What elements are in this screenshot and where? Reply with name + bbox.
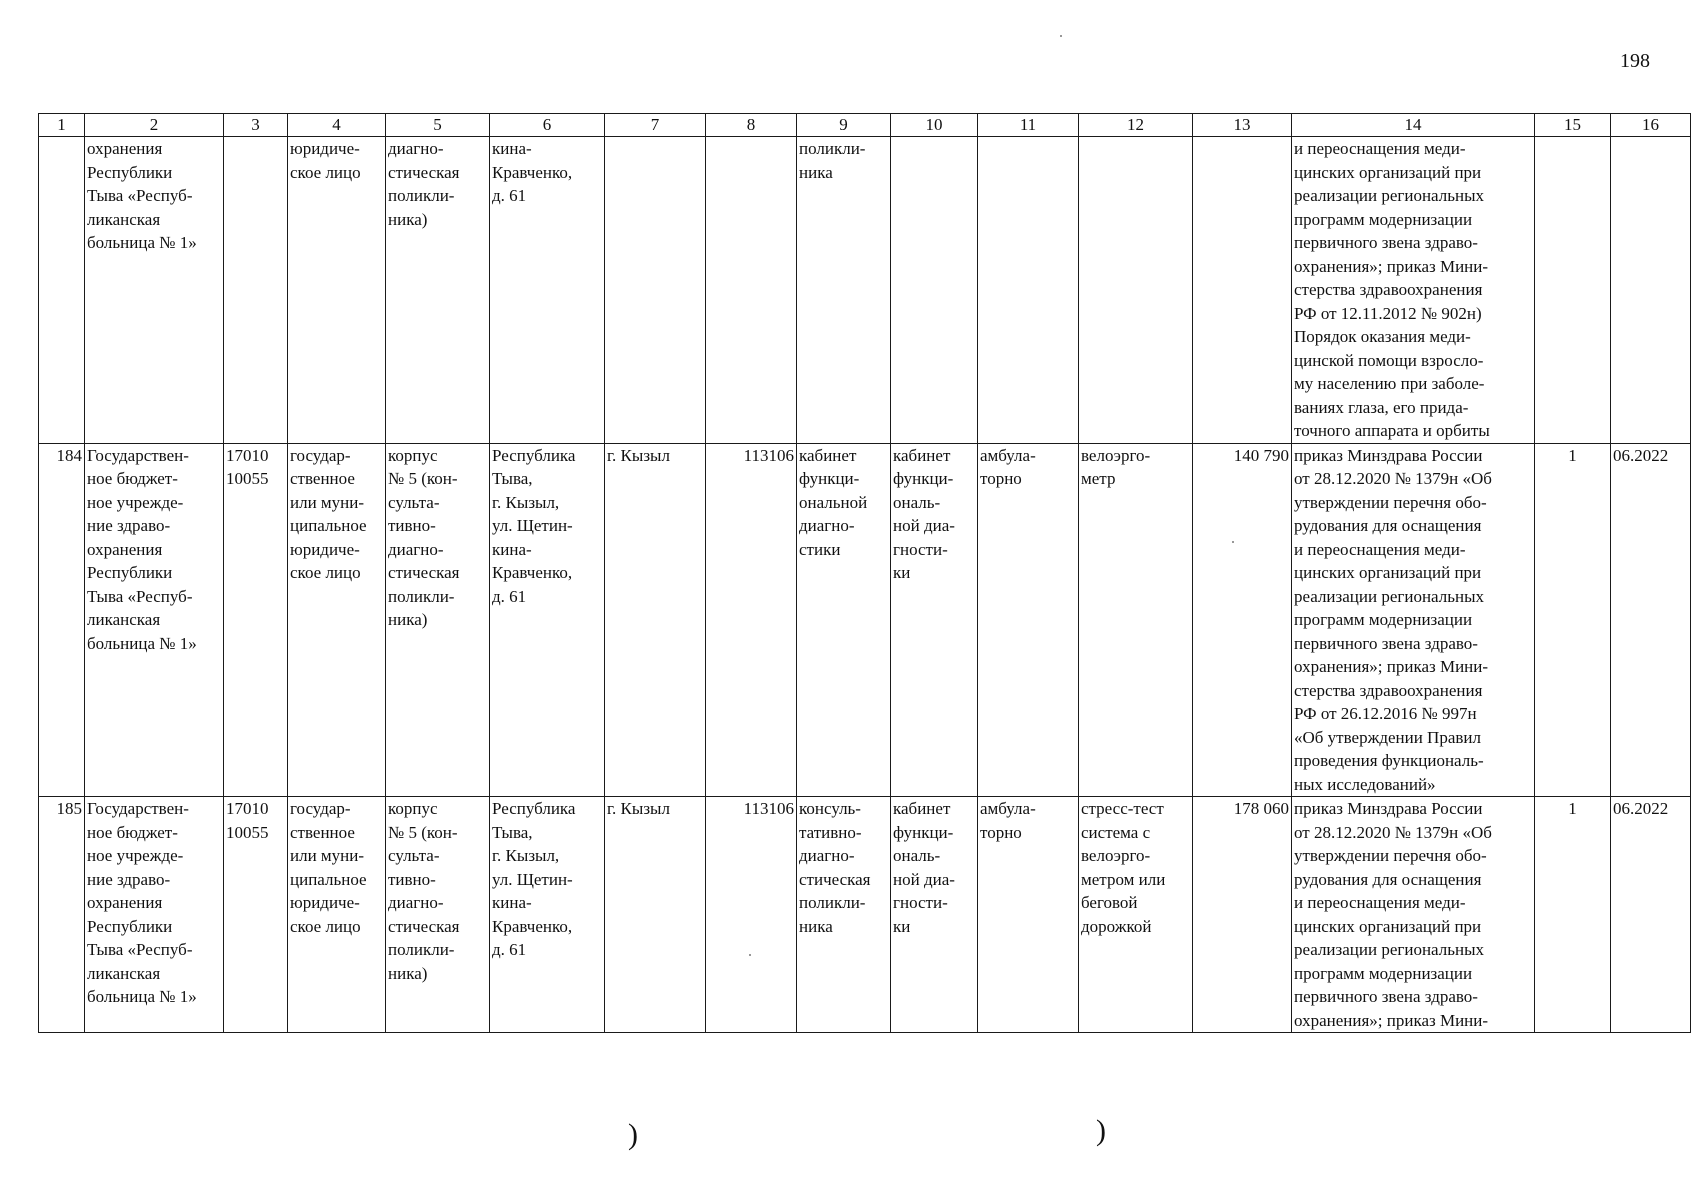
cell-institution: Государствен- ное бюджет- ное учрежде- ние здраво- охранения Республики Тыва «Респуб- ликанская больница № 1»: [85, 797, 224, 1033]
cell-row-number: 184: [39, 443, 85, 797]
cell-department: поликли- ника: [797, 137, 891, 444]
cell-institution: охранения Республики Тыва «Респуб- ликанская больница № 1»: [85, 137, 224, 444]
table-row: [39, 137, 1691, 444]
cell-code-2: 113106: [706, 443, 797, 797]
cell-code-2: [706, 137, 797, 444]
page-number: 198: [1620, 50, 1650, 72]
cell-code-2: 113106: [706, 797, 797, 1033]
cell-equipment-code: 178 060: [1193, 797, 1292, 1033]
scan-speck: [1232, 541, 1234, 543]
cell-quantity: 1: [1535, 797, 1611, 1033]
cell-legal-basis: приказ Минздрава России от 28.12.2020 № 1379н «Об утверждении перечня обо- рудования для оснащения и переоснащения меди- цинских организаций при реализации региональных программ модернизации первичного звена здраво- охранения»; приказ Мини- стерства здравоохранения РФ от 26.12.2016 № 997н «Об утверждении Правил проведения функциональ- ных исследований»: [1292, 443, 1535, 797]
header-cell: 11: [978, 114, 1079, 137]
cell-room: кабинет функци- ональ- ной диа- гности- ки: [891, 797, 978, 1033]
cell-care-form: амбула- торно: [978, 797, 1079, 1033]
header-cell: 12: [1079, 114, 1193, 137]
cell-equipment: [1079, 137, 1193, 444]
cell-equipment-code: [1193, 137, 1292, 444]
cell-city: [605, 137, 706, 444]
cell-room: [891, 137, 978, 444]
header-cell: 5: [386, 114, 490, 137]
cell-legal-form: государ- ственное или муни- ципальное юридиче- ское лицо: [288, 443, 386, 797]
header-cell: 2: [85, 114, 224, 137]
cell-quantity: [1535, 137, 1611, 444]
cell-room: кабинет функци- ональ- ной диа- гности- ки: [891, 443, 978, 797]
cell-care-form: [978, 137, 1079, 444]
table-row: [39, 443, 1691, 797]
header-cell: 7: [605, 114, 706, 137]
cell-building: диагно- стическая поликли- ника): [386, 137, 490, 444]
header-cell: 16: [1611, 114, 1691, 137]
cell-code: [224, 137, 288, 444]
cell-department: кабинет функци- ональной диагно- стики: [797, 443, 891, 797]
handwritten-mark: ): [628, 1118, 638, 1151]
cell-institution: Государствен- ное бюджет- ное учрежде- ние здраво- охранения Республики Тыва «Респуб- ликанская больница № 1»: [85, 443, 224, 797]
header-cell: 9: [797, 114, 891, 137]
cell-quantity: 1: [1535, 443, 1611, 797]
handwritten-mark: ): [1096, 1114, 1106, 1147]
cell-city: г. Кызыл: [605, 443, 706, 797]
cell-address: кина- Кравченко, д. 61: [490, 137, 605, 444]
cell-legal-form: государ- ственное или муни- ципальное юридиче- ское лицо: [288, 797, 386, 1033]
cell-code: 17010 10055: [224, 797, 288, 1033]
cell-date: 06.2022: [1611, 797, 1691, 1033]
scan-speck: [749, 954, 751, 956]
cell-legal-form: юридиче- ское лицо: [288, 137, 386, 444]
cell-code: 17010 10055: [224, 443, 288, 797]
cell-city: г. Кызыл: [605, 797, 706, 1033]
cell-building: корпус № 5 (кон- сульта- тивно- диагно- стическая поликли- ника): [386, 797, 490, 1033]
cell-equipment: стресс-тест система с велоэрго- метром или беговой дорожкой: [1079, 797, 1193, 1033]
header-cell: 15: [1535, 114, 1611, 137]
cell-date: [1611, 137, 1691, 444]
header-cell: 1: [39, 114, 85, 137]
cell-legal-basis: приказ Минздрава России от 28.12.2020 № 1379н «Об утверждении перечня обо- рудования для оснащения и переоснащения меди- цинских организаций при реализации региональных программ модернизации первичного звена здраво- охранения»; приказ Мини-: [1292, 797, 1535, 1033]
header-row: [39, 114, 1691, 137]
data-table: [38, 113, 1691, 1033]
header-cell: 6: [490, 114, 605, 137]
scan-speck: [1060, 35, 1062, 37]
header-cell: 4: [288, 114, 386, 137]
header-cell: 14: [1292, 114, 1535, 137]
cell-row-number: 185: [39, 797, 85, 1033]
cell-date: 06.2022: [1611, 443, 1691, 797]
header-cell: 13: [1193, 114, 1292, 137]
cell-building: корпус № 5 (кон- сульта- тивно- диагно- стическая поликли- ника): [386, 443, 490, 797]
header-cell: 8: [706, 114, 797, 137]
cell-equipment-code: 140 790: [1193, 443, 1292, 797]
cell-care-form: амбула- торно: [978, 443, 1079, 797]
cell-address: Республика Тыва, г. Кызыл, ул. Щетин- кина- Кравченко, д. 61: [490, 797, 605, 1033]
cell-row-number: [39, 137, 85, 444]
cell-address: Республика Тыва, г. Кызыл, ул. Щетин- кина- Кравченко, д. 61: [490, 443, 605, 797]
header-cell: 10: [891, 114, 978, 137]
cell-equipment: велоэрго- метр: [1079, 443, 1193, 797]
cell-department: консуль- тативно- диагно- стическая поликли- ника: [797, 797, 891, 1033]
table-row: [39, 797, 1691, 1033]
cell-legal-basis: и переоснащения меди- цинских организаций при реализации региональных программ модернизации первичного звена здраво- охранения»; приказ Мини- стерства здравоохранения РФ от 12.11.2012 № 902н) Порядок оказания меди- цинской помощи взросло- му населению при заболе- ваниях глаза, его прида- точного аппарата и орбиты: [1292, 137, 1535, 444]
header-cell: 3: [224, 114, 288, 137]
